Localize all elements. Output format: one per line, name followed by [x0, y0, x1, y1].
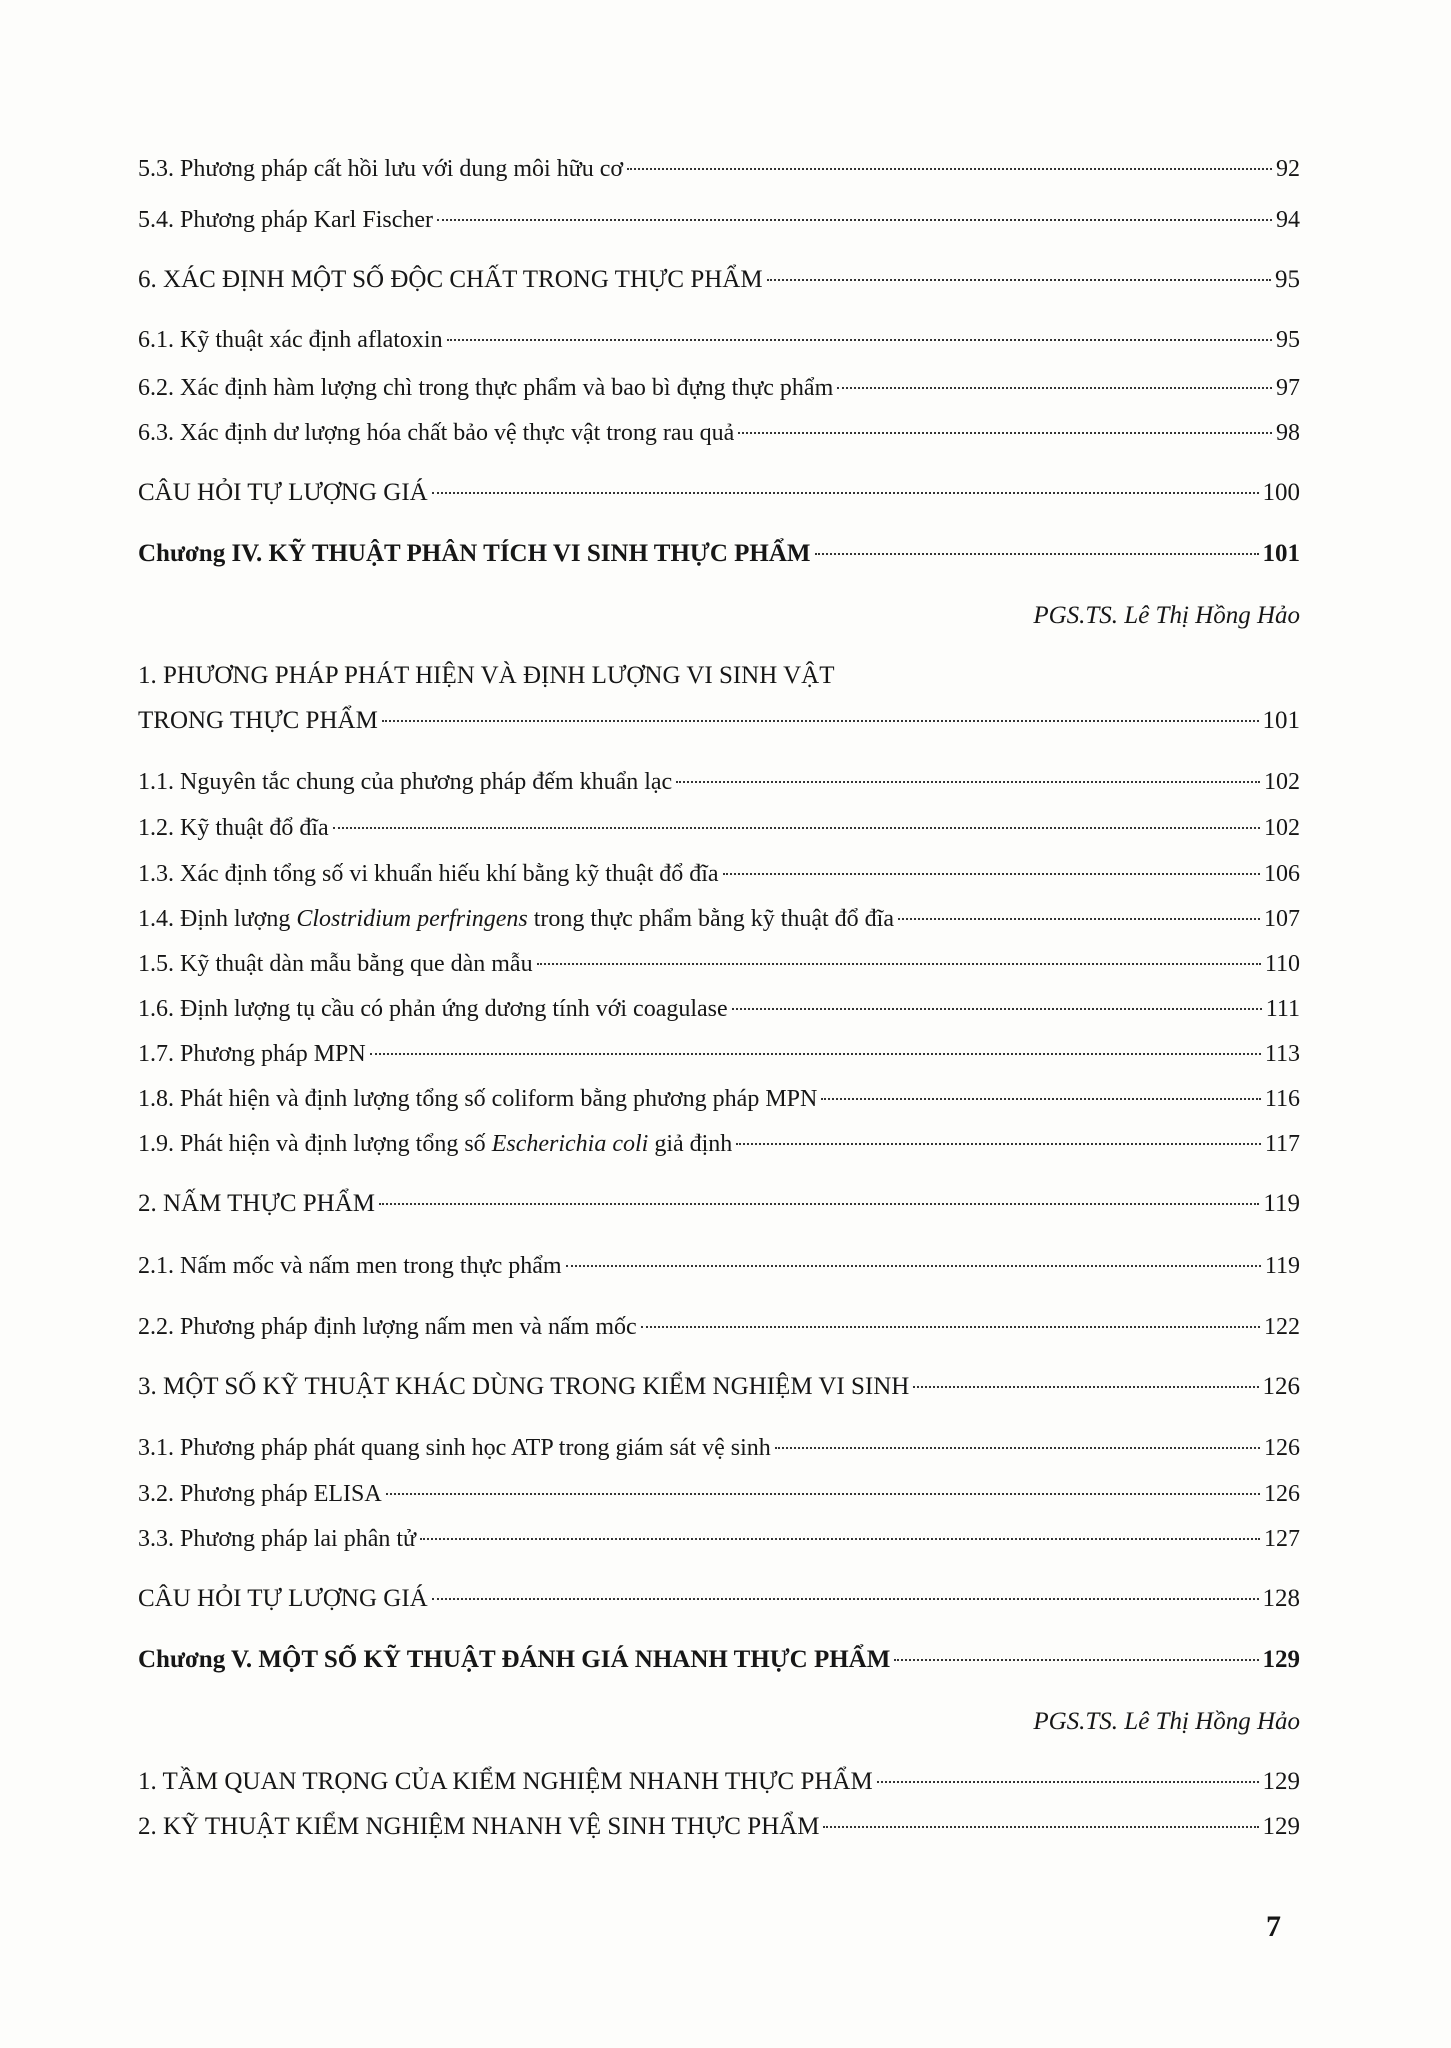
dot-leader	[379, 1203, 1259, 1205]
toc-entry-page: 117	[1264, 1131, 1300, 1157]
dot-leader	[447, 339, 1272, 341]
toc-entry	[138, 153, 1300, 185]
dot-leader	[370, 1053, 1261, 1055]
toc-entry	[138, 1432, 1300, 1464]
toc-chapter	[138, 1644, 1300, 1676]
toc-entry-page: 126	[1262, 1373, 1300, 1400]
toc-entry-page: 94	[1276, 207, 1300, 233]
toc-entry-page: 129	[1262, 1768, 1300, 1795]
toc-entry	[138, 264, 1300, 296]
toc-entry-label: 1.8. Phát hiện và định lượng tổng số coliform bằng phương pháp MPN	[138, 1086, 818, 1112]
dot-leader	[732, 1008, 1262, 1010]
dot-leader	[382, 720, 1259, 722]
toc-entry-label: 6.2. Xác định hàm lượng chì trong thực phẩm và bao bì đựng thực phẩm	[138, 375, 834, 401]
dot-leader	[823, 1826, 1258, 1828]
toc-entry-page: 101	[1262, 540, 1300, 567]
toc-entry-page: 101	[1262, 707, 1300, 734]
toc-entry	[138, 204, 1300, 236]
toc-entry-page: 127	[1264, 1526, 1300, 1552]
toc-entry	[138, 1188, 1300, 1220]
toc-entry	[138, 660, 1300, 692]
toc-entry	[138, 1583, 1300, 1615]
toc-entry-label: 1.4. Định lượng Clostridium perfringens trong thực phẩm bằng kỹ thuật đổ đĩa	[138, 906, 895, 932]
toc-entry	[138, 948, 1300, 980]
toc-entry-label: CÂU HỎI TỰ LƯỢNG GIÁ	[138, 1585, 428, 1612]
author-credit: PGS.TS. Lê Thị Hồng Hảo	[1033, 1708, 1300, 1735]
toc-entry-label: 2. KỸ THUẬT KIỂM NGHIỆM NHANH VỆ SINH THỰC PHẨM	[138, 1813, 820, 1840]
toc-entry-label: 2.1. Nấm mốc và nấm men trong thực phẩm	[138, 1253, 562, 1279]
dot-leader	[775, 1447, 1260, 1449]
toc-entry-label: 2. NẤM THỰC PHẨM	[138, 1190, 376, 1217]
toc-entry	[138, 477, 1300, 509]
dot-leader	[821, 1098, 1261, 1100]
dot-leader	[386, 1493, 1260, 1495]
toc-entry	[138, 1811, 1300, 1843]
toc-entry	[138, 324, 1300, 356]
toc-entry-label: Chương IV. KỸ THUẬT PHÂN TÍCH VI SINH THỰC PHẨM	[138, 540, 811, 567]
toc-entry-label: 3. MỘT SỐ KỸ THUẬT KHÁC DÙNG TRONG KIỂM NGHIỆM VI SINH	[138, 1373, 910, 1400]
toc-entry-label: 3.3. Phương pháp lai phân tử	[138, 1526, 417, 1552]
dot-leader	[815, 553, 1259, 555]
toc-entry-page: 102	[1264, 769, 1300, 795]
toc-entry	[138, 417, 1300, 449]
dot-leader	[566, 1265, 1261, 1267]
dot-leader	[898, 918, 1260, 920]
dot-leader	[432, 1598, 1259, 1600]
toc-entry-page: 92	[1276, 156, 1300, 182]
toc-entry-page: 97	[1276, 375, 1300, 401]
toc-entry-label: 1. TẦM QUAN TRỌNG CỦA KIỂM NGHIỆM NHANH THỰC PHẨM	[138, 1768, 873, 1795]
dot-leader	[913, 1386, 1258, 1388]
toc-entry-label: 1.7. Phương pháp MPN	[138, 1041, 366, 1067]
toc-entry-label: 1.3. Xác định tổng số vi khuẩn hiếu khí bằng kỹ thuật đổ đĩa	[138, 861, 719, 887]
toc-entry-label: 6.1. Kỹ thuật xác định aflatoxin	[138, 327, 443, 353]
toc-entry-label: 1. PHƯƠNG PHÁP PHÁT HIỆN VÀ ĐỊNH LƯỢNG VI SINH VẬT	[138, 662, 835, 689]
toc-entry	[138, 858, 1300, 890]
dot-leader	[676, 781, 1260, 783]
dot-leader	[877, 1781, 1259, 1783]
toc-entry	[138, 1250, 1300, 1282]
dot-leader	[894, 1659, 1258, 1661]
toc-entry	[138, 903, 1300, 935]
toc-entry	[138, 372, 1300, 404]
toc-entry	[138, 1128, 1300, 1160]
toc-entry-page: 126	[1264, 1481, 1300, 1507]
toc-entry	[138, 812, 1300, 844]
dot-leader	[432, 492, 1259, 494]
toc-entry-page: 128	[1262, 1585, 1300, 1612]
toc-entry-label: 3.1. Phương pháp phát quang sinh học ATP trong giám sát vệ sinh	[138, 1435, 771, 1461]
toc-entry-page: 95	[1276, 327, 1300, 353]
author-credit: PGS.TS. Lê Thị Hồng Hảo	[1033, 602, 1300, 629]
toc-entry-page: 106	[1264, 861, 1300, 887]
toc-entry	[138, 1478, 1300, 1510]
toc-entry-label: 6. XÁC ĐỊNH MỘT SỐ ĐỘC CHẤT TRONG THỰC PHẨM	[138, 266, 763, 293]
toc-entry-label: 5.4. Phương pháp Karl Fischer	[138, 207, 433, 233]
toc-entry-label: 1.9. Phát hiện và định lượng tổng số Escherichia coli giả định	[138, 1131, 733, 1157]
toc-entry-page: 122	[1264, 1314, 1300, 1340]
toc-entry-label: 3.2. Phương pháp ELISA	[138, 1481, 382, 1507]
dot-leader	[837, 387, 1272, 389]
dot-leader	[641, 1326, 1260, 1328]
toc-entry-label: TRONG THỰC PHẨM	[138, 707, 378, 734]
toc-entry-page: 95	[1275, 266, 1300, 293]
toc-entry	[138, 766, 1300, 798]
toc-entry	[138, 705, 1300, 737]
toc-entry-label: 1.2. Kỹ thuật đổ đĩa	[138, 815, 329, 841]
toc-entry-page: 129	[1262, 1813, 1300, 1840]
toc-entry-page: 107	[1264, 906, 1300, 932]
toc-entry	[138, 1523, 1300, 1555]
toc-entry-page: 98	[1276, 420, 1300, 446]
dot-leader	[537, 963, 1261, 965]
toc-entry-page: 126	[1264, 1435, 1300, 1461]
toc-entry-page: 100	[1262, 479, 1300, 506]
toc-entry-label: 1.5. Kỹ thuật dàn mẫu bằng que dàn mẫu	[138, 951, 533, 977]
toc-entry	[138, 1766, 1300, 1798]
toc-entry-page: 119	[1264, 1253, 1300, 1279]
toc-entry	[138, 1083, 1300, 1115]
toc-entry-page: 110	[1264, 951, 1300, 977]
toc-entry-label: 5.3. Phương pháp cất hồi lưu với dung môi hữu cơ	[138, 156, 624, 182]
toc-entry-page: 129	[1262, 1646, 1300, 1673]
toc-entry-label: 1.6. Định lượng tụ cầu có phản ứng dương tính với coagulase	[138, 996, 728, 1022]
dot-leader	[738, 432, 1272, 434]
toc-chapter	[138, 538, 1300, 570]
toc-entry	[138, 993, 1300, 1025]
toc-entry-page: 116	[1264, 1086, 1300, 1112]
toc-entry	[138, 1038, 1300, 1070]
toc-entry	[138, 1371, 1300, 1403]
toc-entry-label: 6.3. Xác định dư lượng hóa chất bảo vệ thực vật trong rau quả	[138, 420, 735, 446]
toc-entry-label: CÂU HỎI TỰ LƯỢNG GIÁ	[138, 479, 428, 506]
toc-entry-label: Chương V. MỘT SỐ KỸ THUẬT ĐÁNH GIÁ NHANH THỰC PHẨM	[138, 1646, 891, 1673]
toc-entry-page: 119	[1263, 1190, 1300, 1217]
toc-entry-label: 2.2. Phương pháp định lượng nấm men và nấm mốc	[138, 1314, 637, 1340]
dot-leader	[736, 1143, 1261, 1145]
dot-leader	[437, 219, 1272, 221]
dot-leader	[627, 168, 1272, 170]
dot-leader	[723, 873, 1260, 875]
toc-entry-page: 111	[1265, 996, 1300, 1022]
toc-entry-page: 113	[1264, 1041, 1300, 1067]
toc-entry-page: 102	[1264, 815, 1300, 841]
toc-entry	[138, 1311, 1300, 1343]
page-number: 7	[1266, 1910, 1281, 1943]
dot-leader	[333, 827, 1260, 829]
dot-leader	[767, 279, 1271, 281]
dot-leader	[420, 1538, 1260, 1540]
toc-entry-label: 1.1. Nguyên tắc chung của phương pháp đếm khuẩn lạc	[138, 769, 673, 795]
